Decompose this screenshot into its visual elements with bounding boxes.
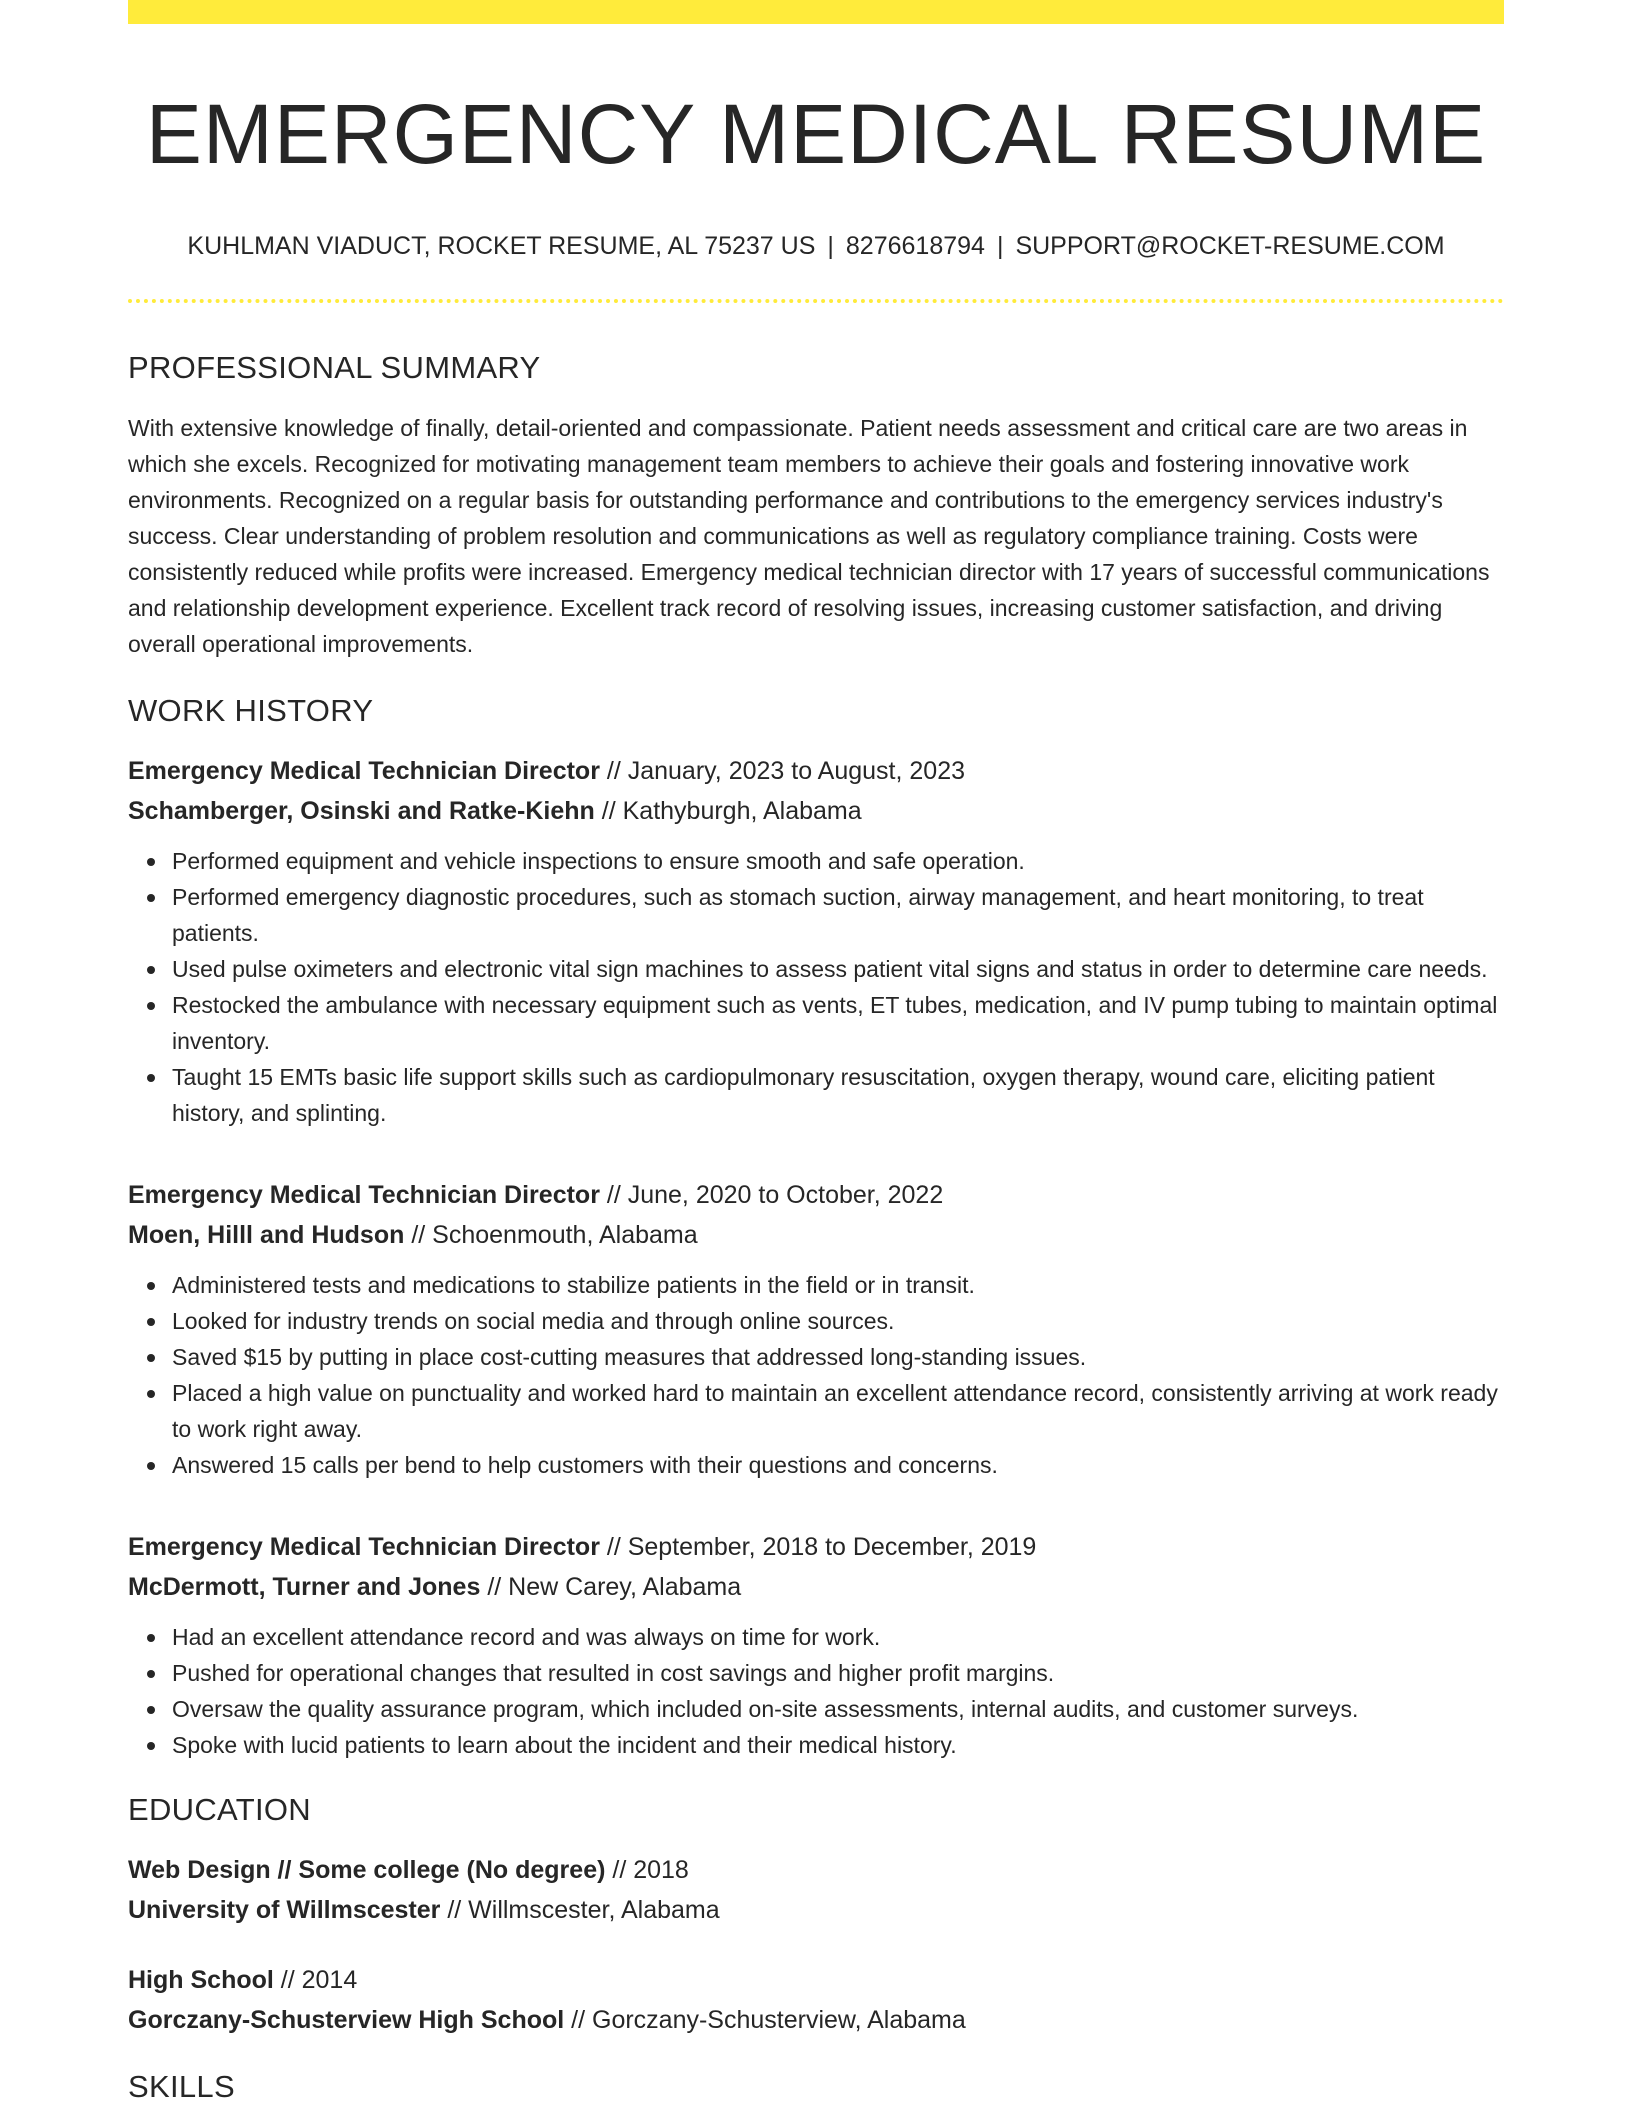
work-history-heading: WORK HISTORY — [128, 692, 374, 728]
education-year: // 2018 — [605, 1856, 689, 1885]
job-dates: // June, 2020 to October, 2022 — [599, 1181, 944, 1210]
education-location: // Willmscester, Alabama — [440, 1896, 720, 1925]
accent-bar — [128, 0, 1504, 24]
resume-page — [128, 0, 1504, 2112]
job-duty: Saved $15 by putting in place cost-cutting measures that addressed long-standing issues. — [172, 1339, 1504, 1375]
job-title-line — [128, 1527, 1504, 1567]
job-duty: Administered tests and medications to stabilize patients in the field or in transit. — [172, 1267, 1504, 1303]
job-title: Emergency Medical Technician Director — [128, 1181, 600, 1210]
job-location: // Schoenmouth, Alabama — [404, 1221, 698, 1250]
job-title-line — [128, 751, 1504, 791]
job-company: Moen, Hilll and Hudson — [128, 1221, 405, 1250]
education-school-line — [128, 2000, 1504, 2040]
contact-separator: | — [996, 231, 1004, 260]
education-entry — [128, 1850, 1504, 1930]
job-duty: Placed a high value on punctuality and worked hard to maintain an excellent attendance record, consistently arriving at work ready to work right away. — [172, 1375, 1504, 1447]
job-duty: Had an excellent attendance record and was always on time for work. — [172, 1619, 1504, 1655]
job-entry — [128, 751, 1504, 1131]
job-duty: Performed equipment and vehicle inspections to ensure smooth and safe operation. — [172, 843, 1504, 879]
job-dates: // January, 2023 to August, 2023 — [599, 757, 966, 786]
job-company-line — [128, 1215, 1504, 1255]
contact-info — [128, 231, 1504, 261]
contact-email: SUPPORT@ROCKET-RESUME.COM — [1015, 231, 1445, 260]
education-school: Gorczany-Schusterview High School — [128, 2006, 565, 2035]
job-duty: Looked for industry trends on social media and through online sources. — [172, 1303, 1504, 1339]
job-title-line — [128, 1175, 1504, 1215]
resume-title: EMERGENCY MEDICAL RESUME — [145, 87, 1487, 181]
job-entry — [128, 1527, 1504, 1763]
job-duties — [172, 1267, 1504, 1483]
education-year: // 2014 — [273, 1966, 358, 1995]
education-entry — [128, 1960, 1504, 2040]
job-duties — [172, 843, 1504, 1131]
job-title: Emergency Medical Technician Director — [128, 757, 600, 786]
dotted-divider — [128, 299, 1504, 303]
education-heading: EDUCATION — [128, 1792, 311, 1828]
summary-text: With extensive knowledge of finally, detail-oriented and compassionate. Patient needs assessment and critical care are two areas in which she excels. Recognized for motivating management team members to achieve their goals and fostering innovative work environments. Recognized on a regular basis for outstanding performance and contributions to the emergency services industry's success. Clear understanding of problem resolution and communications as well as regulatory compliance training. Costs were consistently reduced while profits were increased. Emergency medical technician director with 17 years of successful communications and relationship development experience. Excellent track record of resolving issues, increasing customer satisfaction, and driving overall operational improvements. — [128, 414, 1490, 657]
education-degree: High School — [128, 1966, 274, 1995]
job-duty: Used pulse oximeters and electronic vital sign machines to assess patient vital signs and status in order to determine care needs. — [172, 951, 1504, 987]
job-company-line — [128, 791, 1504, 831]
contact-separator: | — [827, 231, 834, 260]
job-company: Schamberger, Osinski and Ratke-Kiehn — [128, 797, 595, 826]
education-location: // Gorczany-Schusterview, Alabama — [564, 2006, 966, 2035]
job-company: McDermott, Turner and Jones — [128, 1573, 481, 1602]
job-duty: Performed emergency diagnostic procedures, such as stomach suction, airway management, and heart monitoring, to treat patients. — [172, 879, 1504, 951]
education-school-line — [128, 1890, 1504, 1930]
contact-address: KUHLMAN VIADUCT, ROCKET RESUME, AL 75237 US — [187, 231, 816, 260]
job-location: // New Carey, Alabama — [480, 1573, 742, 1602]
summary-heading: PROFESSIONAL SUMMARY — [128, 349, 541, 385]
job-dates: // September, 2018 to December, 2019 — [599, 1533, 1037, 1562]
skills-heading: SKILLS — [128, 2069, 235, 2105]
education-degree: Web Design // Some college (No degree) — [128, 1856, 606, 1885]
job-duties — [172, 1619, 1504, 1763]
job-title: Emergency Medical Technician Director — [128, 1533, 600, 1562]
education-degree-line — [128, 1850, 1504, 1890]
education-school: University of Willmscester — [128, 1896, 441, 1925]
job-company-line — [128, 1567, 1504, 1607]
job-duty: Spoke with lucid patients to learn about the incident and their medical history. — [172, 1727, 1504, 1763]
contact-phone: 8276618794 — [845, 231, 985, 260]
job-location: // Kathyburgh, Alabama — [594, 797, 862, 826]
job-duty: Answered 15 calls per bend to help customers with their questions and concerns. — [172, 1447, 1504, 1483]
education-degree-line — [128, 1960, 1504, 2000]
job-duty: Oversaw the quality assurance program, which included on-site assessments, internal audits, and customer surveys. — [172, 1691, 1504, 1727]
job-duty: Pushed for operational changes that resulted in cost savings and higher profit margins. — [172, 1655, 1504, 1691]
job-entry — [128, 1175, 1504, 1483]
job-duty: Taught 15 EMTs basic life support skills such as cardiopulmonary resuscitation, oxygen therapy, wound care, eliciting patient history, and splinting. — [172, 1059, 1504, 1131]
job-duty: Restocked the ambulance with necessary equipment such as vents, ET tubes, medication, and IV pump tubing to maintain optimal inventory. — [172, 987, 1504, 1059]
